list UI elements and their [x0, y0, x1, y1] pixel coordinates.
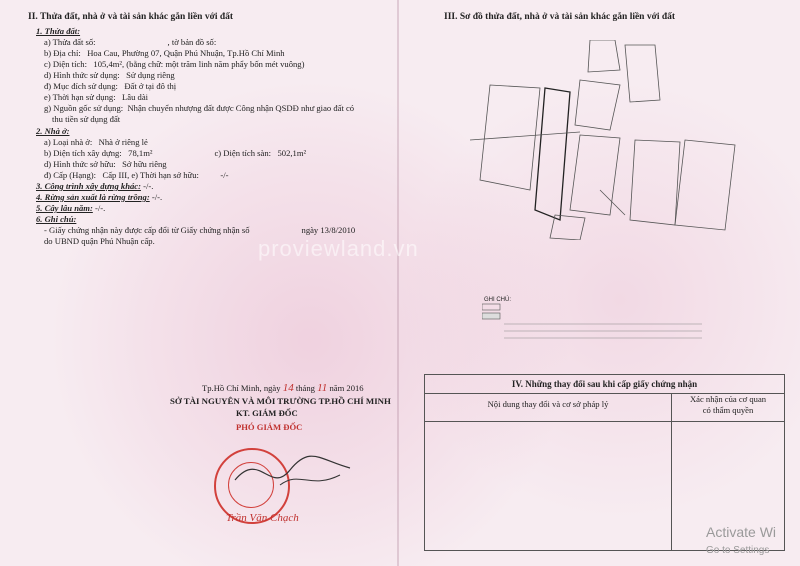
other-construction: 3. Công trình xây dựng khác: -/-.: [36, 181, 154, 191]
land-origin: g) Nguồn gốc sử dụng: Nhận chuyển nhượng đất được Công nhận QSDĐ như giao đất có: [44, 103, 355, 113]
issue-date: Tp.Hồ Chí Minh, ngày 14 tháng 11 năm 2016: [202, 382, 364, 394]
note-line-2: do UBND quận Phú Nhuận cấp.: [44, 236, 155, 246]
changes-table-title: IV. Những thay đổi sau khi cấp giấy chứng nhận: [425, 375, 784, 394]
land-use-form: d) Hình thức sử dụng: Sử dụng riêng: [44, 70, 175, 80]
signer-name: Trần Văn Chạch: [226, 512, 299, 524]
land-term: e) Thời hạn sử dụng: Lâu dài: [44, 92, 149, 102]
land-purpose: đ) Mục đích sử dụng: Đất ở tại đô thị: [44, 81, 177, 91]
forest: 4. Rừng sản xuất là rừng trồng: -/-.: [36, 192, 163, 202]
house-grade: đ) Cấp (Hạng): Cấp III, e) Thời hạn sở hữu: -/-: [44, 170, 229, 180]
diagram-legend: [482, 302, 712, 344]
land-plot-diagram: [470, 40, 780, 240]
changes-col-content: [425, 393, 672, 550]
signature-scribble: [230, 440, 360, 500]
land-parcel-label: a) Thửa đất số: , tờ bản đồ số:: [44, 37, 217, 47]
activate-windows-text: Activate Wi: [706, 524, 777, 540]
house-heading: 2. Nhà ở:: [36, 126, 70, 136]
header-divider: [425, 421, 784, 422]
land-heading: 1. Thửa đất:: [36, 26, 81, 36]
land-address: b) Địa chỉ: Hoa Cau, Phường 07, Quận Phú Nhuận, Tp.Hồ Chí Minh: [44, 48, 285, 58]
house-build-area: b) Diện tích xây dựng: 78,1m² c) Diện tích sàn: 502,1m²: [44, 148, 307, 158]
notes-heading: 6. Ghi chú:: [36, 214, 77, 224]
watermark: proviewland.vn: [258, 236, 419, 261]
changes-col-content-header: Nội dung thay đổi và cơ sở pháp lý: [487, 399, 609, 409]
note-line-1: - Giấy chứng nhận này được cấp đổi từ Giấy chứng nhận số ngày 13/8/2010: [44, 225, 356, 235]
page-fold: [397, 0, 399, 566]
issuing-agency: SỞ TÀI NGUYÊN VÀ MÔI TRƯỜNG TP.HỒ CHÍ MINH: [170, 396, 391, 406]
house-ownership: d) Hình thức sở hữu: Sở hữu riêng: [44, 159, 167, 169]
section-2-title: II. Thửa đất, nhà ở và tài sản khác gắn liền với đất: [28, 12, 234, 22]
diagram-legend-title: GHI CHÚ:: [484, 297, 511, 303]
land-area: c) Diện tích: 105,4m², (bằng chữ: một trăm linh năm phẩy bốn mét vuông): [44, 59, 305, 69]
goto-settings-link[interactable]: Go to Settings: [706, 545, 770, 556]
perennial: 5. Cây lâu năm: -/-.: [36, 203, 106, 213]
kt-director: KT. GIÁM ĐỐC: [236, 408, 298, 418]
house-type: a) Loại nhà ở: Nhà ở riêng lẻ: [44, 137, 148, 147]
land-origin-cont: thu tiền sử dụng đất: [52, 114, 121, 124]
section-3-title: III. Sơ đồ thửa đất, nhà ở và tài sản khác gắn liền với đất: [444, 12, 676, 22]
changes-col-authority-header: Xác nhận của cơ quan có thẩm quyền: [689, 394, 767, 415]
vice-director: PHÓ GIÁM ĐỐC: [236, 422, 303, 432]
